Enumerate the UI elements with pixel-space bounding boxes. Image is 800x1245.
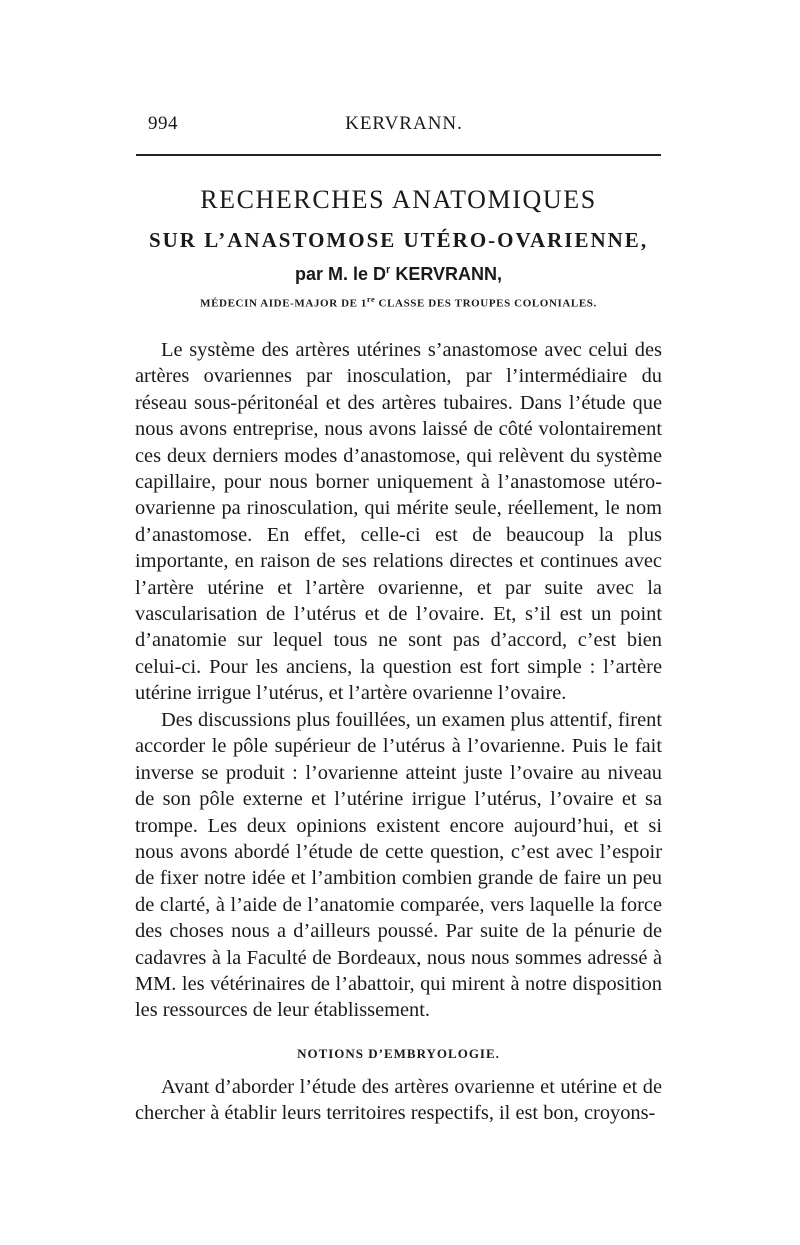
affiliation-prefix: MÉDECIN AIDE-MAJOR DE 1: [200, 297, 368, 310]
affiliation-suffix: CLASSE DES TROUPES COLONIALES.: [375, 297, 597, 310]
author-name: KERVRANN,: [390, 264, 502, 284]
page-number: 994: [148, 113, 178, 134]
header-rule: [136, 154, 661, 156]
running-title: KERVRANN.: [345, 113, 463, 134]
byline-superscript: r: [386, 264, 391, 276]
body-paragraph: Le système des artères utérines s’anastomose avec celui des artères ovariennes par inosculation, par l’intermédiaire du réseau sous-péritonéal et des artères tubaires. Dans l’étude que nous avons entreprise, nous avons laissé de côté volontairement ces deux derniers modes d’anastomose, qui relèvent du système capillaire, pour nous borner uniquement à l’anastomose utéro-ovarienne pa rinosculation, qui mérite seule, réellement, le nom d’anastomose. En effet, celle-ci est de beaucoup la plus importante, en raison de ses relations directes et continues avec l’artère utérine et l’artère ovarienne, et par suite avec la vascularisation de l’utérus et de l’ovaire. Et, s’il est un point d’anatomie sur lequel tous ne sont pas d’accord, c’est bien celui-ci. Pour les anciens, la question est fort simple : l’artère utérine irrigue l’utérus, et l’artère ovarienne l’ovaire.: [135, 339, 662, 705]
running-head: [148, 113, 660, 137]
affiliation-superscript: re: [367, 295, 376, 304]
section-heading: NOTIONS D’EMBRYOLOGIE.: [297, 1046, 500, 1061]
author-byline: [136, 264, 661, 285]
article-title: RECHERCHES ANATOMIQUES: [200, 185, 597, 214]
byline-prefix: par M. le D: [295, 264, 387, 284]
body-paragraph: Des discussions plus fouillées, un examen plus attentif, firent accorder le pôle supérieur de l’utérus à l’ovarienne. Puis le fait inverse se produit : l’ovarienne atteint juste l’ovaire au niveau de son pôle externe et l’utérine irrigue l’utérus, l’ovaire et sa trompe. Les deux opinions existent encore aujourd’hui, et si nous avons abordé l’étude de cette question, c’est avec l’espoir de fixer notre idée et l’ambition combien grande de faire un peu de clarté, à l’aide de l’anatomie comparée, vers laquelle la force des choses nous a d’ailleurs poussé. Par suite de la pénurie de cadavres à la Faculté de Bordeaux, nous nous sommes adressé à MM. les vétérinaires de l’abattoir, qui mirent à notre disposition les ressources de leur établissement.: [135, 709, 662, 1022]
author-affiliation: [136, 295, 661, 310]
article-subtitle: SUR L’ANASTOMOSE UTÉRO-OVARIENNE,: [148, 228, 649, 252]
body-paragraph: Avant d’aborder l’étude des artères ovarienne et utérine et de chercher à établir leurs territoires respectifs, il est bon, croyons-: [135, 1076, 662, 1125]
